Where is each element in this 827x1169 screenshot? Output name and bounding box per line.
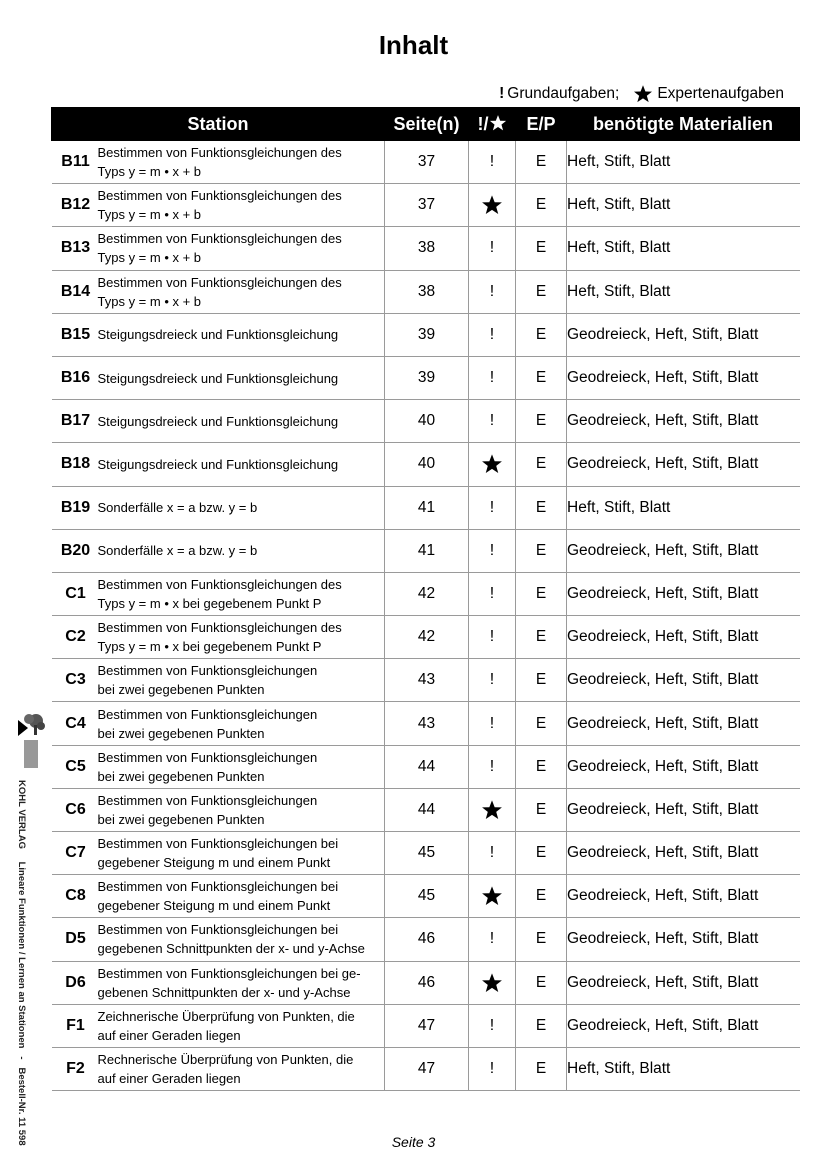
- materials-cell: Geodreieck, Heft, Stift, Blatt: [567, 529, 800, 572]
- page-cell: 45: [385, 875, 469, 918]
- level-cell: [469, 788, 516, 831]
- ep-cell: E: [516, 702, 567, 745]
- star-icon: [481, 972, 503, 994]
- publisher-logo: [14, 712, 48, 772]
- station-description: Bestimmen von Funktionsgleichungen des Typs y = m • x bei gegebenem Punkt P: [97, 576, 342, 611]
- level-basic: !: [489, 584, 495, 602]
- table-row: [52, 529, 800, 572]
- sidebar-publisher: KOHL VERLAG: [16, 780, 27, 849]
- level-basic: !: [489, 628, 495, 646]
- station-code: B15: [60, 325, 91, 343]
- level-cell: [469, 918, 516, 961]
- station-code: C8: [65, 887, 86, 905]
- station-code: B14: [60, 282, 91, 300]
- level-basic: !: [489, 541, 495, 559]
- contents-table: [51, 107, 800, 1091]
- star-icon: [481, 799, 503, 821]
- table-row: [52, 918, 800, 961]
- ep-cell: E: [516, 745, 567, 788]
- level-basic: !: [489, 282, 495, 300]
- sidebar-order-text: [16, 780, 27, 1146]
- table-row: [52, 961, 800, 1004]
- level-cell: [469, 832, 516, 875]
- station-code: D5: [65, 930, 86, 948]
- level-cell: [469, 141, 516, 184]
- station-code: B13: [60, 239, 91, 257]
- station-description: Bestimmen von Funktionsgleichungen des Typs y = m • x + b: [97, 188, 342, 223]
- level-cell: [469, 227, 516, 270]
- materials-cell: Heft, Stift, Blatt: [567, 184, 800, 227]
- ep-cell: E: [516, 788, 567, 831]
- page-cell: 44: [385, 788, 469, 831]
- star-icon: [489, 114, 507, 132]
- page-cell: 37: [385, 141, 469, 184]
- station-cell: [52, 572, 385, 615]
- table-row: [52, 832, 800, 875]
- station-code: C4: [65, 714, 86, 732]
- page-footer: Seite 3: [391, 1134, 436, 1150]
- legend: [499, 84, 784, 104]
- ep-cell: E: [516, 227, 567, 270]
- page-cell: 44: [385, 745, 469, 788]
- ep-cell: E: [516, 572, 567, 615]
- level-cell: [469, 313, 516, 356]
- level-cell: [469, 486, 516, 529]
- station-cell: [52, 659, 385, 702]
- station-description: Zeichnerische Überprüfung von Punkten, die auf einer Geraden liegen: [97, 1008, 355, 1043]
- header-station: Station: [52, 108, 385, 141]
- table-row: [52, 400, 800, 443]
- page-cell: 41: [385, 529, 469, 572]
- page-cell: 47: [385, 1047, 469, 1090]
- table-row: [52, 227, 800, 270]
- station-cell: [52, 788, 385, 831]
- page-cell: 47: [385, 1004, 469, 1047]
- star-icon: [633, 84, 653, 104]
- level-basic: !: [489, 757, 495, 775]
- level-basic: !: [489, 153, 495, 171]
- header-page: Seite(n): [385, 108, 469, 141]
- materials-cell: Heft, Stift, Blatt: [567, 1047, 800, 1090]
- star-icon: [481, 885, 503, 907]
- table-row: [52, 270, 800, 313]
- station-cell: [52, 616, 385, 659]
- station-description: Sonderfälle x = a bzw. y = b: [97, 500, 258, 516]
- station-cell: [52, 443, 385, 486]
- materials-cell: Geodreieck, Heft, Stift, Blatt: [567, 313, 800, 356]
- level-basic: !: [489, 930, 495, 948]
- header-level: [469, 108, 516, 141]
- station-code: F2: [66, 1060, 85, 1078]
- station-cell: [52, 486, 385, 529]
- legend-basic-label: Grundaufgaben;: [507, 85, 620, 102]
- table-header-row: [52, 108, 800, 141]
- station-code: B11: [61, 153, 90, 171]
- station-code: B20: [60, 541, 91, 559]
- station-description: Steigungsdreieck und Funktionsgleichung: [97, 370, 339, 386]
- station-cell: [52, 745, 385, 788]
- station-code: B19: [60, 498, 91, 516]
- table-row: [52, 443, 800, 486]
- station-cell: [52, 400, 385, 443]
- level-basic: !: [489, 844, 495, 862]
- station-cell: [52, 918, 385, 961]
- sidebar-title: Lineare Funktionen / Lernen an Stationen - Bestell-Nr. 11 598: [16, 861, 27, 1146]
- header-materials: benötigte Materialien: [567, 108, 800, 141]
- station-description: Bestimmen von Funktionsgleichungen bei gegebenen Schnittpunkten der x- und y-Achse: [97, 922, 365, 957]
- page-cell: 40: [385, 443, 469, 486]
- station-cell: [52, 270, 385, 313]
- ep-cell: E: [516, 400, 567, 443]
- station-description: Bestimmen von Funktionsgleichungen des Typs y = m • x + b: [97, 145, 342, 180]
- ep-cell: E: [516, 313, 567, 356]
- level-basic: !: [489, 671, 495, 689]
- ep-cell: E: [516, 832, 567, 875]
- station-cell: [52, 227, 385, 270]
- level-cell: [469, 745, 516, 788]
- table-row: [52, 745, 800, 788]
- materials-cell: Geodreieck, Heft, Stift, Blatt: [567, 1004, 800, 1047]
- table-row: [52, 788, 800, 831]
- station-cell: [52, 141, 385, 184]
- station-description: Sonderfälle x = a bzw. y = b: [97, 543, 258, 559]
- station-cell: [52, 1004, 385, 1047]
- page-cell: 39: [385, 313, 469, 356]
- star-icon: [481, 194, 503, 216]
- level-cell: [469, 270, 516, 313]
- ep-cell: E: [516, 1004, 567, 1047]
- table-row: [52, 486, 800, 529]
- materials-cell: Heft, Stift, Blatt: [567, 486, 800, 529]
- header-ep: E/P: [516, 108, 567, 141]
- table-body: [52, 141, 800, 1091]
- station-description: Bestimmen von Funktionsgleichungen des Typs y = m • x + b: [97, 231, 342, 266]
- station-description: Steigungsdreieck und Funktionsgleichung: [97, 456, 339, 472]
- ep-cell: E: [516, 184, 567, 227]
- page-cell: 46: [385, 961, 469, 1004]
- station-description: Bestimmen von Funktionsgleichungen des Typs y = m • x + b: [97, 274, 342, 309]
- materials-cell: Geodreieck, Heft, Stift, Blatt: [567, 961, 800, 1004]
- page-cell: 41: [385, 486, 469, 529]
- materials-cell: Geodreieck, Heft, Stift, Blatt: [567, 400, 800, 443]
- ep-cell: E: [516, 270, 567, 313]
- station-description: Steigungsdreieck und Funktionsgleichung: [97, 327, 339, 343]
- station-code: C3: [65, 671, 86, 689]
- page-cell: 37: [385, 184, 469, 227]
- level-cell: [469, 875, 516, 918]
- table-row: [52, 659, 800, 702]
- ep-cell: E: [516, 141, 567, 184]
- page-cell: 46: [385, 918, 469, 961]
- level-basic: !: [489, 369, 495, 387]
- table-row: [52, 572, 800, 615]
- level-basic: !: [489, 325, 495, 343]
- level-cell: [469, 529, 516, 572]
- station-description: Bestimmen von Funktionsgleichungen bei zwei gegebenen Punkten: [97, 792, 318, 827]
- level-cell: [469, 616, 516, 659]
- station-code: B17: [60, 412, 91, 430]
- table-row: [52, 313, 800, 356]
- materials-cell: Heft, Stift, Blatt: [567, 270, 800, 313]
- page-title: Inhalt: [378, 30, 449, 60]
- level-basic: !: [489, 1016, 495, 1034]
- station-cell: [52, 313, 385, 356]
- station-code: F1: [66, 1016, 85, 1034]
- materials-cell: Geodreieck, Heft, Stift, Blatt: [567, 616, 800, 659]
- station-code: C2: [65, 628, 86, 646]
- ep-cell: E: [516, 356, 567, 399]
- page-cell: 45: [385, 832, 469, 875]
- table-row: [52, 356, 800, 399]
- ep-cell: E: [516, 486, 567, 529]
- station-cell: [52, 832, 385, 875]
- level-cell: [469, 572, 516, 615]
- table-row: [52, 1047, 800, 1090]
- station-code: B12: [60, 196, 91, 214]
- ep-cell: E: [516, 875, 567, 918]
- page-cell: 42: [385, 616, 469, 659]
- level-cell: [469, 443, 516, 486]
- station-code: C6: [65, 800, 86, 818]
- station-description: Rechnerische Überprüfung von Punkten, die auf einer Geraden liegen: [97, 1052, 354, 1087]
- page-cell: 42: [385, 572, 469, 615]
- ep-cell: E: [516, 529, 567, 572]
- station-description: Bestimmen von Funktionsgleichungen bei zwei gegebenen Punkten: [97, 749, 318, 784]
- station-code: C1: [65, 584, 86, 602]
- station-description: Bestimmen von Funktionsgleichungen bei zwei gegebenen Punkten: [97, 706, 318, 741]
- star-icon: [481, 453, 503, 475]
- legend-expert-label: Expertenaufgaben: [657, 85, 784, 102]
- materials-cell: Heft, Stift, Blatt: [567, 227, 800, 270]
- page-cell: 43: [385, 659, 469, 702]
- station-code: B16: [60, 369, 91, 387]
- table-row: [52, 875, 800, 918]
- materials-cell: Geodreieck, Heft, Stift, Blatt: [567, 356, 800, 399]
- station-description: Bestimmen von Funktionsgleichungen bei ge- gebenen Schnittpunkten der x- und y-Achse: [97, 965, 361, 1000]
- page-cell: 38: [385, 270, 469, 313]
- level-cell: [469, 1004, 516, 1047]
- station-cell: [52, 875, 385, 918]
- station-cell: [52, 529, 385, 572]
- page-cell: 43: [385, 702, 469, 745]
- page-cell: 40: [385, 400, 469, 443]
- level-basic: !: [489, 498, 495, 516]
- materials-cell: Geodreieck, Heft, Stift, Blatt: [567, 875, 800, 918]
- materials-cell: Geodreieck, Heft, Stift, Blatt: [567, 832, 800, 875]
- table-row: [52, 184, 800, 227]
- level-basic: !: [489, 1060, 495, 1078]
- level-cell: [469, 1047, 516, 1090]
- level-basic: !: [489, 239, 495, 257]
- level-basic: !: [489, 412, 495, 430]
- materials-cell: Geodreieck, Heft, Stift, Blatt: [567, 572, 800, 615]
- table-row: [52, 141, 800, 184]
- ep-cell: E: [516, 918, 567, 961]
- header-level-prefix: !/: [477, 113, 489, 134]
- station-cell: [52, 702, 385, 745]
- station-cell: [52, 1047, 385, 1090]
- table-row: [52, 702, 800, 745]
- ep-cell: E: [516, 659, 567, 702]
- station-cell: [52, 961, 385, 1004]
- station-description: Bestimmen von Funktionsgleichungen des Typs y = m • x bei gegebenem Punkt P: [97, 620, 342, 655]
- station-code: D6: [65, 973, 86, 991]
- level-cell: [469, 702, 516, 745]
- station-description: Bestimmen von Funktionsgleichungen bei gegebener Steigung m und einem Punkt: [97, 879, 339, 914]
- ep-cell: E: [516, 616, 567, 659]
- station-code: C5: [65, 757, 86, 775]
- station-code: C7: [65, 844, 86, 862]
- level-basic: !: [489, 714, 495, 732]
- station-cell: [52, 184, 385, 227]
- materials-cell: Geodreieck, Heft, Stift, Blatt: [567, 443, 800, 486]
- table-row: [52, 1004, 800, 1047]
- ep-cell: E: [516, 961, 567, 1004]
- station-description: Bestimmen von Funktionsgleichungen bei gegebener Steigung m und einem Punkt: [97, 836, 339, 871]
- level-cell: [469, 184, 516, 227]
- materials-cell: Geodreieck, Heft, Stift, Blatt: [567, 659, 800, 702]
- materials-cell: Geodreieck, Heft, Stift, Blatt: [567, 788, 800, 831]
- ep-cell: E: [516, 1047, 567, 1090]
- table-row: [52, 616, 800, 659]
- station-code: B18: [60, 455, 91, 473]
- station-description: Bestimmen von Funktionsgleichungen bei zwei gegebenen Punkten: [97, 663, 318, 698]
- ep-cell: E: [516, 443, 567, 486]
- station-description: Steigungsdreieck und Funktionsgleichung: [97, 413, 339, 429]
- page-cell: 38: [385, 227, 469, 270]
- materials-cell: Geodreieck, Heft, Stift, Blatt: [567, 745, 800, 788]
- materials-cell: Heft, Stift, Blatt: [567, 141, 800, 184]
- materials-cell: Geodreieck, Heft, Stift, Blatt: [567, 702, 800, 745]
- station-cell: [52, 356, 385, 399]
- level-cell: [469, 356, 516, 399]
- level-cell: [469, 659, 516, 702]
- page-cell: 39: [385, 356, 469, 399]
- level-cell: [469, 961, 516, 1004]
- materials-cell: Geodreieck, Heft, Stift, Blatt: [567, 918, 800, 961]
- level-cell: [469, 400, 516, 443]
- legend-basic-symbol: !: [499, 85, 505, 102]
